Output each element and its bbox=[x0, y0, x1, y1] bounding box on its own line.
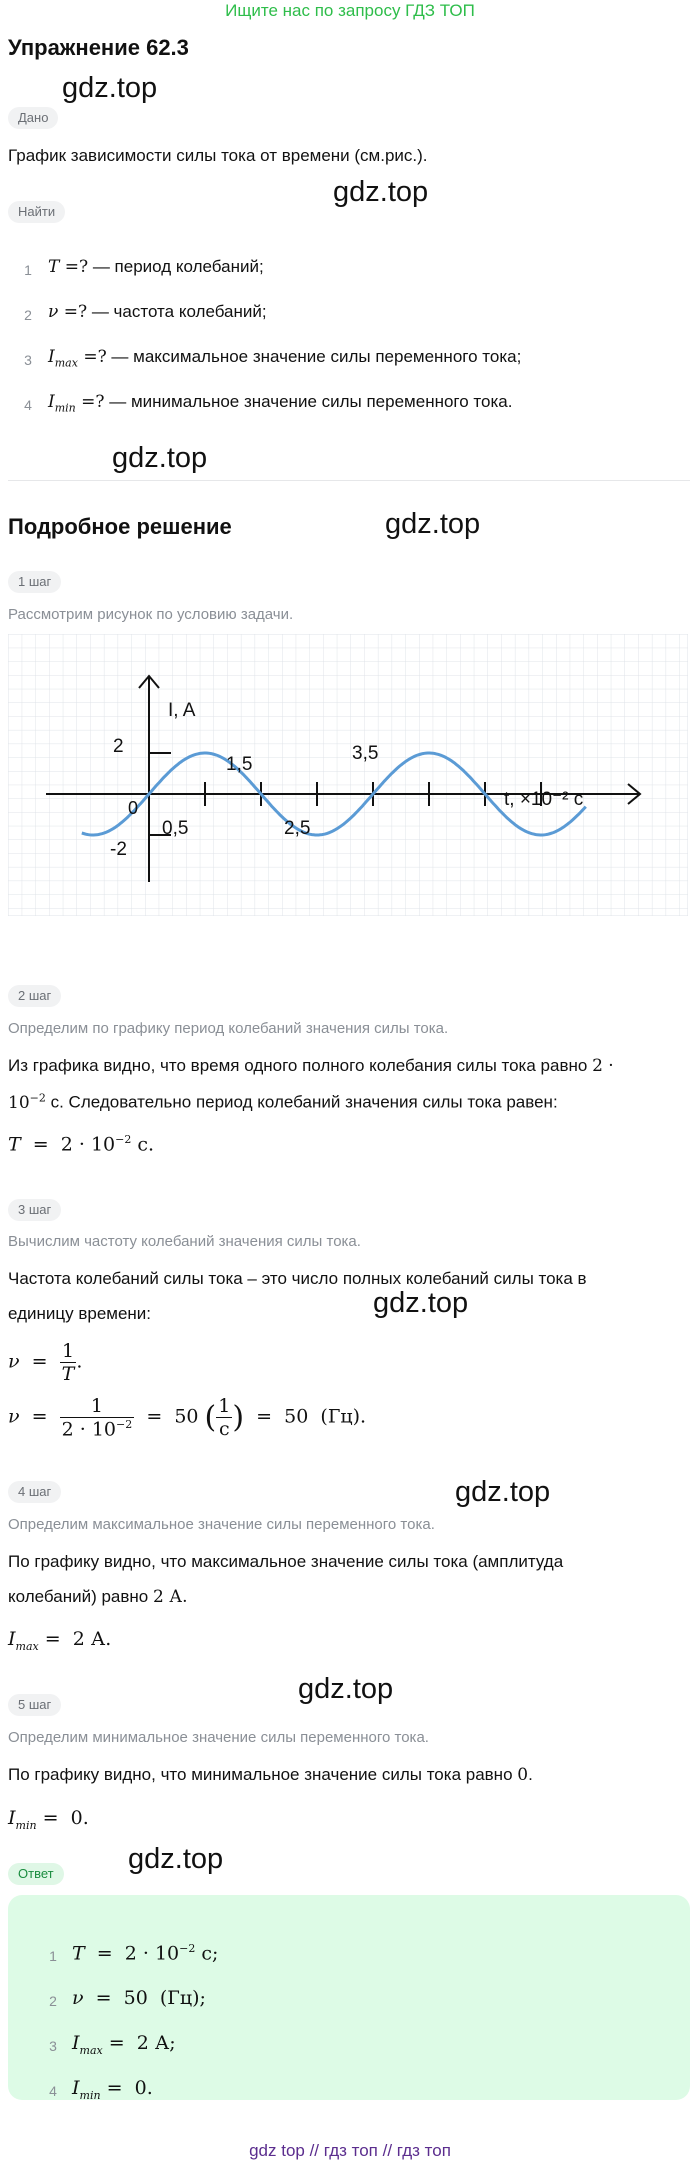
step-caption: Рассмотрим рисунок по условию задачи. bbox=[8, 606, 294, 623]
y-tick-label-max: 2 bbox=[113, 736, 124, 757]
divider bbox=[8, 480, 690, 481]
list-number: 3 bbox=[49, 2038, 57, 2054]
given-chip: Дано bbox=[8, 107, 58, 129]
graph-grid bbox=[8, 634, 688, 916]
step-chip: 1 шаг bbox=[8, 571, 61, 593]
find-item-imin: $I_{min}$ =? — минимальное значение силы переменного тока. bbox=[48, 392, 513, 415]
given-text: График зависимости силы тока от времени (см.рис.). bbox=[8, 146, 428, 165]
watermark: gdz.top bbox=[385, 508, 481, 540]
step-4-text-line-1: По графику видно, что максимальное значение силы тока (амплитуда bbox=[8, 1552, 564, 1571]
step-4-text-line-2: колебаний) равно 2 А. bbox=[8, 1587, 188, 1607]
watermark: gdz.top bbox=[62, 72, 158, 104]
solution-heading: Подробное решение bbox=[8, 514, 232, 539]
find-item-period: T =? — период колебаний; bbox=[48, 257, 264, 277]
x-axis-label: t, ×10⁻² с bbox=[504, 789, 584, 810]
watermark: gdz.top bbox=[128, 1843, 224, 1875]
current-time-graph bbox=[8, 634, 688, 916]
x-tick-label-3.5: 3,5 bbox=[352, 743, 379, 764]
list-number: 2 bbox=[24, 307, 32, 323]
watermark: gdz.top bbox=[455, 1476, 551, 1508]
answer-imin: $I_{min} = 0$. bbox=[72, 2077, 153, 2102]
step-2-text-line-2: $10^{-2}$ с. Следовательно период колебаний значения силы тока равен: bbox=[8, 1091, 558, 1113]
step-2-text-line-1: Из графика видно, что время одного полного колебания силы тока равно 2 · bbox=[8, 1056, 614, 1076]
formula-period: $T = 2 \cdot 10^{-2}$ с. bbox=[8, 1133, 155, 1156]
step-chip: 3 шаг bbox=[8, 1199, 61, 1221]
watermark: gdz.top bbox=[112, 442, 208, 474]
page-title: Упражнение 62.3 bbox=[8, 35, 189, 60]
formula-frequency-value: ν = $\frac{1}{2 \cdot 10^{-2}}$ = 50 ( $\frac{1}{с}$ ) = 50 (Гц). bbox=[8, 1395, 367, 1441]
origin-label: 0 bbox=[128, 798, 139, 818]
list-number: 4 bbox=[24, 397, 32, 413]
answer-imax: $I_{max} = 2$ А; bbox=[72, 2032, 176, 2057]
step-chip: 2 шаг bbox=[8, 985, 61, 1007]
list-number: 1 bbox=[49, 1948, 57, 1964]
formula-imax: $I_{max} = 2$ А. bbox=[8, 1628, 112, 1653]
step-chip: 5 шаг bbox=[8, 1694, 61, 1716]
x-tick-label-1.5: 1,5 bbox=[226, 754, 253, 775]
list-number: 4 bbox=[49, 2083, 57, 2099]
formula-frequency-def: ν = $\frac{1}{T}$ . bbox=[8, 1340, 83, 1385]
list-number: 1 bbox=[24, 262, 32, 278]
footer-links[interactable]: gdz top // гдз топ // гдз топ bbox=[249, 2141, 451, 2160]
x-tick-label-0.5: 0,5 bbox=[162, 818, 189, 839]
step-chip: 4 шаг bbox=[8, 1481, 61, 1503]
formula-imin: $I_{min} = 0$. bbox=[8, 1807, 89, 1832]
answer-chip: Ответ bbox=[8, 1863, 64, 1885]
list-number: 2 bbox=[49, 1993, 57, 2009]
find-item-imax: $I_{max}$ =? — максимальное значение силы переменного тока; bbox=[48, 347, 522, 370]
answer-frequency: ν = 50 (Гц); bbox=[72, 1987, 206, 2009]
watermark: gdz.top bbox=[333, 176, 429, 208]
x-tick-label-2.5: 2,5 bbox=[284, 818, 311, 839]
step-3-text-line-1: Частота колебаний силы тока – это число полных колебаний силы тока в bbox=[8, 1269, 587, 1288]
step-caption: Определим по графику период колебаний значения силы тока. bbox=[8, 1020, 449, 1037]
answer-period: $T = 2 \cdot 10^{-2}$ с; bbox=[72, 1942, 219, 1965]
y-tick-label-min: -2 bbox=[110, 839, 127, 860]
step-caption: Определим минимальное значение силы переменного тока. bbox=[8, 1729, 429, 1746]
y-axis-label: I, A bbox=[168, 700, 196, 721]
find-chip: Найти bbox=[8, 201, 65, 223]
step-caption: Вычислим частоту колебаний значения силы тока. bbox=[8, 1233, 361, 1250]
step-caption: Определим максимальное значение силы переменного тока. bbox=[8, 1516, 435, 1533]
step-5-text-line-1: По графику видно, что минимальное значение силы тока равно 0. bbox=[8, 1765, 533, 1785]
watermark: gdz.top bbox=[373, 1287, 469, 1319]
step-3-text-line-2: единицу времени: bbox=[8, 1304, 152, 1323]
watermark: gdz.top bbox=[298, 1673, 394, 1705]
search-banner[interactable]: Ищите нас по запросу ГДЗ ТОП bbox=[225, 1, 475, 20]
find-item-frequency: ν =? — частота колебаний; bbox=[48, 302, 267, 322]
list-number: 3 bbox=[24, 352, 32, 368]
